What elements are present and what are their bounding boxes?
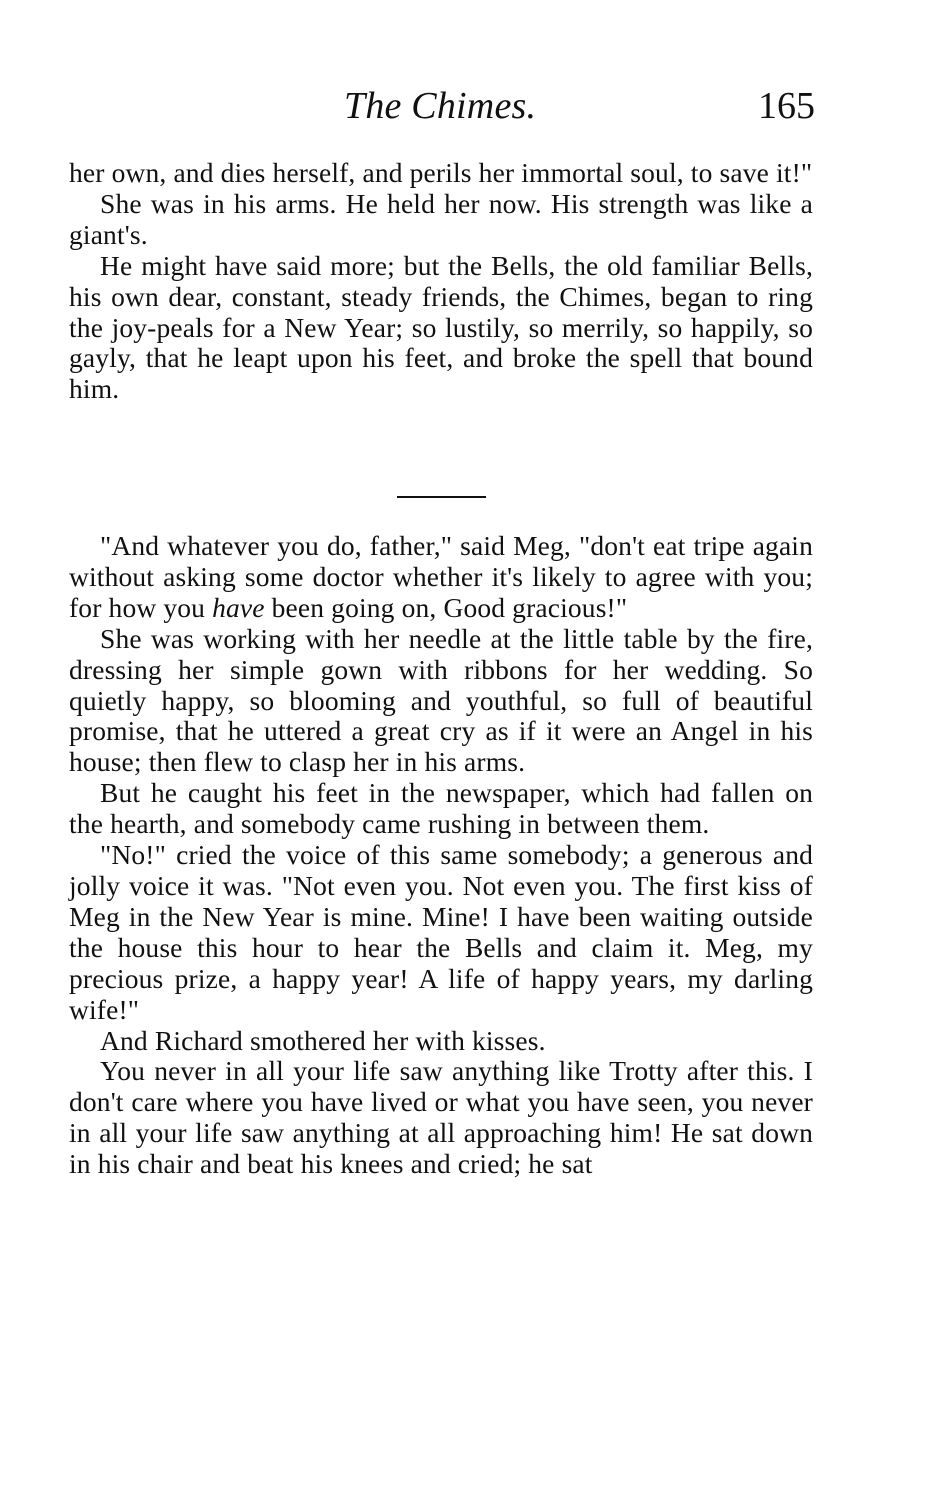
paragraph: "No!" cried the voice of this same somebody; a generous and jolly voice it was. "Not even you. Not even you. The first kiss of Meg in the New Year is mine. Mine! I have been waiting outside the house this hour to hear the Bells and claim it. Meg, my precious prize, a happy year! A life of happy years, my darling wife!" bbox=[69, 839, 813, 1025]
paragraph: She was working with her needle at the little table by the fire, dressing her simple gown with ribbons for her wedding. So quietly happy, so blooming and youthful, so full of beautiful promise, that he uttered a great cry as if it were an Angel in his house; then flew to clasp her in his arms. bbox=[69, 622, 813, 778]
section-break-rule bbox=[397, 496, 486, 498]
paragraph-text-after-italic: been going on, Good gracious!" bbox=[264, 591, 628, 623]
paragraph: But he caught his feet in the newspaper, which had fallen on the hearth, and somebody came rushing in between them. bbox=[69, 777, 813, 840]
paragraph: She was in his arms. He held her now. His strength was like a giant's. bbox=[69, 187, 813, 250]
running-title: The Chimes. bbox=[344, 85, 537, 127]
page-header bbox=[69, 85, 815, 135]
text-block-after-break bbox=[69, 531, 813, 1180]
paragraph-continued: her own, and dies herself, and perils her immortal soul, to save it!" bbox=[69, 157, 813, 188]
page-number: 165 bbox=[758, 85, 815, 127]
paragraph-with-italic bbox=[69, 531, 813, 624]
paragraph: You never in all your life saw anything like Trotty after this. I don't care where you have lived or what you have seen, you never in all your life saw anything at all approaching him! He sat down in his chair and beat his knees and cried; he sat bbox=[69, 1055, 813, 1180]
text-block-before-break bbox=[69, 158, 813, 405]
paragraph: And Richard smothered her with kisses. bbox=[100, 1024, 546, 1056]
paragraph: He might have said more; but the Bells, the old familiar Bells, his own dear, constant, steady friends, the Chimes, began to ring the joy-peals for a New Year; so lustily, so merrily, so happily, so gayly, that he leapt upon his feet, and broke the spell that bound him. bbox=[69, 249, 813, 405]
paragraph-text-before-italic: "And whatever you do, father," said Meg, "don't eat tripe again without asking some doctor whether it's likely to agree with you; for how you bbox=[69, 530, 813, 623]
italic-word: have bbox=[212, 591, 265, 623]
